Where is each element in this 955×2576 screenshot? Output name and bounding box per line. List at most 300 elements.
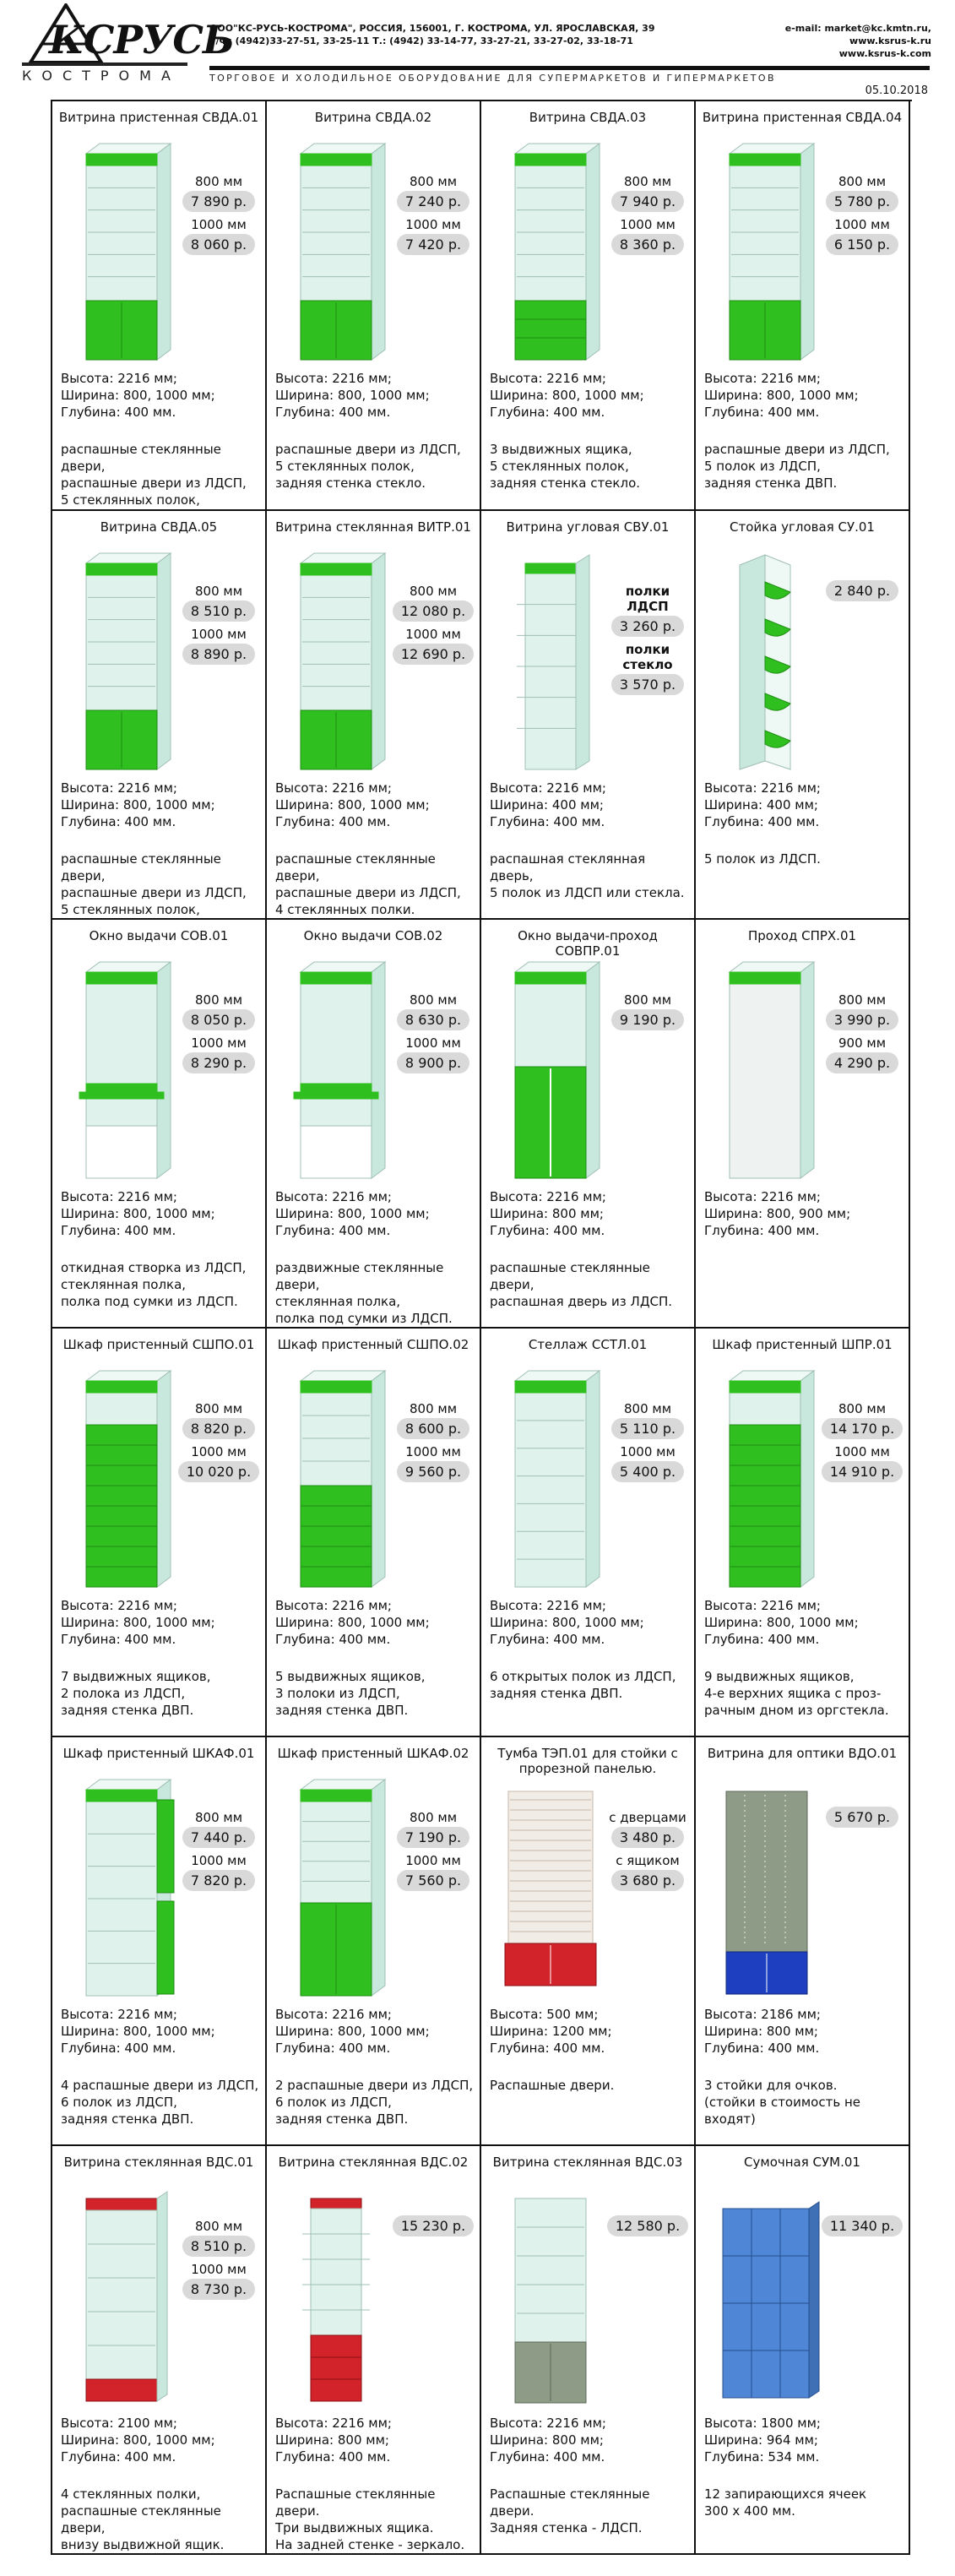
product-card — [52, 511, 267, 920]
price-variant-label: 800 мм — [623, 174, 672, 189]
description-line: Распашные двери. — [490, 2078, 615, 2093]
spec-line: Ширина: 800, 1000 мм; — [61, 388, 215, 403]
page-header — [0, 0, 955, 100]
description-line: задняя стенка ДВП. — [275, 2111, 409, 2127]
product-card — [52, 101, 267, 511]
company-phones: Т/Ф: (4942)33-27-51, 33-25-11 Т.: (4942) 33-14-77, 33-27-21, 33-27-02, 33-18-71 — [209, 35, 633, 46]
description-line: 5 полок из ЛДСП или стекла. — [490, 885, 685, 900]
price-badge: 5 400 р. — [611, 1461, 684, 1482]
description-line: раздвижные стеклянные двери, — [275, 1260, 444, 1292]
price-badge: 8 900 р. — [397, 1052, 469, 1073]
product-card — [481, 2146, 696, 2555]
spec-line: Глубина: 400 мм. — [61, 2449, 176, 2465]
product-illustration — [706, 548, 824, 776]
price-list — [606, 1805, 689, 1891]
product-card — [481, 1329, 696, 1737]
spec-line: Глубина: 400 мм. — [704, 2041, 820, 2056]
price-list — [392, 169, 475, 255]
spec-line: Ширина: 800 мм; — [704, 2024, 818, 2039]
price-badge: 14 910 р. — [822, 1461, 903, 1482]
price-badge: 14 170 р. — [822, 1418, 903, 1439]
price-variant-label: 800 мм — [194, 1401, 243, 1416]
spec-line: Высота: 2216 мм; — [704, 1189, 821, 1204]
product-row — [52, 1329, 912, 1737]
spec-line: Глубина: 400 мм. — [275, 1632, 391, 1647]
website-link-1[interactable]: www.ksrus-k.ru — [849, 35, 931, 46]
description-line: 6 полок из ЛДСП, — [61, 2095, 177, 2110]
spec-line: Ширина: 800 мм; — [490, 1206, 604, 1221]
product-illustration — [706, 1774, 824, 2003]
price-list — [392, 2214, 475, 2236]
price-date: 05.10.2018 — [865, 84, 928, 97]
price-variant-label: 800 мм — [409, 1401, 458, 1416]
product-description — [61, 1668, 260, 1719]
product-illustration — [62, 2183, 181, 2411]
description-line: задняя стенка стекло. — [490, 476, 641, 491]
spec-line: Ширина: 800, 1000 мм; — [490, 388, 644, 403]
product-title: Шкаф пристенный ШКАФ.01 — [62, 1746, 255, 1761]
price-badge: 8 510 р. — [182, 601, 255, 622]
description-line: Задняя стенка - ЛДСП. — [490, 2520, 643, 2535]
spec-line: Высота: 2216 мм; — [704, 780, 821, 796]
price-list — [821, 987, 903, 1073]
price-badge: 7 240 р. — [397, 191, 469, 212]
price-variant-label: 1000 мм — [191, 1853, 247, 1868]
description-line: входят) — [704, 2111, 756, 2127]
description-line: 12 запирающихся ячеек — [704, 2486, 867, 2502]
description-line: распашные двери из ЛДСП, — [704, 442, 890, 457]
product-specs — [275, 780, 430, 830]
price-variant-label: 1000 мм — [191, 217, 247, 232]
product-card — [696, 511, 910, 920]
price-list — [606, 2214, 689, 2236]
product-card — [267, 101, 481, 511]
price-badge: 11 340 р. — [822, 2215, 903, 2236]
product-illustration — [706, 1366, 824, 1594]
product-description — [704, 2486, 903, 2519]
product-title: Стеллаж ССТЛ.01 — [528, 1337, 648, 1352]
description-line: 3 стойки для очков. — [704, 2078, 838, 2093]
description-line: 2 распашные двери из ЛДСП, — [275, 2078, 474, 2093]
product-title: Шкаф пристенный СШПО.02 — [277, 1337, 469, 1352]
price-variant-label: 800 мм — [194, 1810, 243, 1825]
spec-line: Ширина: 800, 1000 мм; — [275, 797, 430, 812]
description-line: 5 стеклянных полок, — [61, 902, 200, 917]
price-variant-label: 1000 мм — [191, 1035, 247, 1051]
spec-line: Глубина: 400 мм. — [61, 2041, 176, 2056]
spec-line: Высота: 2216 мм; — [275, 1189, 392, 1204]
price-variant-label: 1000 мм — [620, 1444, 676, 1459]
description-line: Распашные стеклянные двери. — [490, 2486, 650, 2519]
price-variant-label: 800 мм — [409, 174, 458, 189]
price-list — [606, 987, 689, 1030]
price-list — [177, 987, 260, 1073]
price-badge: 3 570 р. — [611, 674, 684, 695]
description-line: задняя стенка стекло. — [275, 476, 426, 491]
description-line: (стойки в стоимость не — [704, 2095, 860, 2110]
spec-line: Глубина: 400 мм. — [61, 814, 176, 829]
product-title: Витрина стеклянная ВДС.03 — [492, 2155, 683, 2170]
price-badge: 9 190 р. — [611, 1009, 684, 1030]
product-title: Проход СПРХ.01 — [747, 928, 857, 943]
spec-line: Глубина: 400 мм. — [490, 405, 605, 420]
spec-line: Ширина: 964 мм; — [704, 2432, 818, 2448]
price-variant-label: 1000 мм — [834, 1444, 890, 1459]
product-specs — [704, 1597, 859, 1648]
spec-line: Высота: 2216 мм; — [61, 780, 177, 796]
product-card — [267, 2146, 481, 2555]
product-description — [61, 2077, 260, 2128]
product-description — [704, 2077, 903, 2128]
spec-line: Глубина: 400 мм. — [490, 1632, 605, 1647]
product-specs — [61, 370, 215, 421]
price-badge: 7 820 р. — [182, 1870, 255, 1891]
product-title: Стойка угловая СУ.01 — [730, 519, 875, 535]
description-line: 6 полок из ЛДСП, — [275, 2095, 392, 2110]
spec-line: Глубина: 534 мм. — [704, 2449, 820, 2465]
price-badge: 8 600 р. — [397, 1418, 469, 1439]
product-description — [490, 1668, 689, 1702]
description-line: распашные двери из ЛДСП, — [61, 476, 247, 491]
product-illustration — [491, 2183, 610, 2411]
price-badge: 3 480 р. — [611, 1827, 684, 1848]
spec-line: Высота: 2216 мм; — [275, 2007, 392, 2022]
price-variant-label: 800 мм — [409, 1810, 458, 1825]
description-line: 4 стеклянных полки. — [275, 902, 415, 917]
product-title: Тумба ТЭП.01 для стойки с прорезной панелью. — [497, 1746, 678, 1776]
spec-line: Высота: 2216 мм; — [61, 2007, 177, 2022]
spec-line: Ширина: 800, 1000 мм; — [275, 1206, 430, 1221]
product-row — [52, 1737, 912, 2146]
price-badge: 8 730 р. — [182, 2279, 255, 2300]
company-info — [209, 22, 654, 47]
description-line: полка под сумки из ЛДСП. — [275, 1311, 453, 1326]
price-variant-label: 800 мм — [194, 174, 243, 189]
spec-line: Глубина: 400 мм. — [61, 1223, 176, 1238]
spec-line: Глубина: 400 мм. — [490, 2041, 605, 2056]
description-line: 2 полока из ЛДСП, — [61, 1686, 186, 1701]
price-list — [177, 579, 260, 665]
spec-line: Ширина: 800, 1000 мм; — [61, 797, 215, 812]
spec-line: Высота: 2216 мм; — [490, 1189, 606, 1204]
spec-line: Высота: 2216 мм; — [275, 780, 392, 796]
spec-line: Ширина: 800, 1000 мм; — [704, 388, 859, 403]
spec-line: Высота: 2216 мм; — [61, 371, 177, 386]
product-description — [490, 851, 689, 901]
product-specs — [490, 1188, 606, 1239]
product-specs — [704, 2415, 821, 2465]
product-specs — [275, 1188, 430, 1239]
product-specs — [704, 1188, 850, 1239]
price-variant-label: 1000 мм — [405, 1035, 461, 1051]
price-list — [177, 2214, 260, 2300]
price-badge: 12 580 р. — [607, 2215, 688, 2236]
spec-line: Ширина: 800, 1000 мм; — [61, 2024, 215, 2039]
price-list — [821, 1396, 903, 1482]
tagline: ТОРГОВОЕ И ХОЛОДИЛЬНОЕ ОБОРУДОВАНИЕ ДЛЯ СУПЕРМАРКЕТОВ И ГИПЕРМАРКЕТОВ — [209, 73, 776, 84]
product-illustration — [491, 957, 610, 1185]
spec-line: Ширина: 800, 1000 мм; — [490, 1615, 644, 1630]
product-specs — [490, 1597, 644, 1648]
price-badge: 6 150 р. — [826, 234, 898, 255]
product-illustration — [62, 548, 181, 776]
price-variant-label: 1000 мм — [191, 627, 247, 642]
price-variant-label: 800 мм — [194, 992, 243, 1008]
price-badge: 8 290 р. — [182, 1052, 255, 1073]
description-line: стеклянная полка, — [61, 1277, 187, 1292]
price-variant-label: 800 мм — [838, 174, 887, 189]
description-line: 4 стеклянных полки, — [61, 2486, 201, 2502]
price-list — [821, 1805, 903, 1828]
price-variant-label: 1000 мм — [405, 217, 461, 232]
product-description — [704, 1668, 903, 1719]
spec-line: Высота: 2216 мм; — [490, 371, 606, 386]
description-line: распашная стеклянная дверь, — [490, 851, 646, 883]
product-specs — [275, 2006, 430, 2057]
product-title: Шкаф пристенный ШПР.01 — [712, 1337, 893, 1352]
logo-underline — [22, 62, 187, 66]
product-illustration — [706, 139, 824, 367]
product-title: Витрина СВДА.05 — [100, 519, 218, 535]
email-link[interactable]: e-mail: market@kc.kmtn.ru, — [784, 23, 931, 34]
product-description — [490, 2077, 689, 2094]
product-card — [481, 511, 696, 920]
description-line: задняя стенка ДВП. — [704, 476, 838, 491]
product-title: Витрина угловая СВУ.01 — [506, 519, 670, 535]
price-variant-label: 800 мм — [194, 2219, 243, 2234]
product-title: Окно выдачи СОВ.02 — [303, 928, 443, 943]
price-variant-label: с ящиком — [616, 1853, 680, 1868]
description-line: распашные двери из ЛДСП, — [275, 885, 461, 900]
description-line: 5 стеклянных полок, — [490, 459, 629, 474]
description-line: 4 распашные двери из ЛДСП, — [61, 2078, 259, 2093]
description-line: На задней стенке - зеркало. — [275, 2537, 465, 2552]
product-description — [275, 1259, 475, 1327]
price-badge: 12 080 р. — [393, 601, 474, 622]
price-variant-label: 900 мм — [838, 1035, 887, 1051]
description-line: 3 выдвижных ящика, — [490, 442, 632, 457]
product-title: Шкаф пристенный СШПО.01 — [62, 1337, 255, 1352]
description-line: распашные стеклянные двери, — [275, 851, 436, 883]
price-variant-label: 1000 мм — [834, 217, 890, 232]
price-badge: 5 670 р. — [826, 1807, 898, 1828]
spec-line: Глубина: 400 мм. — [275, 405, 391, 420]
product-specs — [61, 2415, 215, 2465]
product-specs — [490, 780, 606, 830]
product-illustration — [277, 2183, 395, 2411]
price-variant-label: 800 мм — [409, 992, 458, 1008]
company-address: ООО"КС-РУСЬ-КОСТРОМА", РОССИЯ, 156001, Г. КОСТРОМА, УЛ. ЯРОСЛАВСКАЯ, 39 — [209, 23, 655, 34]
description-line: 9 выдвижных ящиков, — [704, 1669, 855, 1684]
price-badge: 7 420 р. — [397, 234, 469, 255]
price-variant-label: 1000 мм — [191, 2262, 247, 2277]
description-line: распашная дверь из ЛДСП. — [490, 1294, 673, 1309]
product-specs — [275, 1597, 430, 1648]
product-description — [275, 441, 475, 492]
product-specs — [490, 370, 644, 421]
spec-line: Высота: 2216 мм; — [275, 2416, 392, 2431]
spec-line: Ширина: 800, 1000 мм; — [61, 2432, 215, 2448]
product-illustration — [491, 139, 610, 367]
description-line: 6 открытых полок из ЛДСП, — [490, 1669, 676, 1684]
price-list — [392, 579, 475, 665]
price-variant-label: 800 мм — [838, 992, 887, 1008]
price-variant-label: полки ЛДСП — [625, 584, 670, 614]
price-variant-label: 1000 мм — [405, 1853, 461, 1868]
product-card — [481, 920, 696, 1329]
description-line: 300 х 400 мм. — [704, 2503, 795, 2519]
product-card — [267, 1329, 481, 1737]
price-badge: 5 780 р. — [826, 191, 898, 212]
price-badge: 10 020 р. — [178, 1461, 259, 1482]
description-line: стеклянная полка, — [275, 1294, 401, 1309]
price-variant-label: 800 мм — [194, 584, 243, 599]
product-card — [267, 511, 481, 920]
product-row — [52, 2146, 912, 2555]
product-illustration — [62, 957, 181, 1185]
spec-line: Ширина: 800, 1000 мм; — [275, 2024, 430, 2039]
spec-line: Глубина: 400 мм. — [704, 1632, 820, 1647]
price-variant-label: 800 мм — [623, 992, 672, 1008]
product-title: Витрина стеклянная ВДС.01 — [63, 2155, 254, 2170]
description-line: внизу выдвижной ящик. — [61, 2537, 225, 2552]
product-description — [275, 2486, 475, 2553]
spec-line: Высота: 2216 мм; — [61, 1189, 177, 1204]
description-line: Распашные стеклянные двери. — [275, 2486, 436, 2519]
price-variant-label: 800 мм — [838, 1401, 887, 1416]
logo-city: КОСТРОМА — [22, 68, 181, 84]
product-row — [52, 920, 912, 1329]
product-description — [275, 2077, 475, 2128]
spec-line: Ширина: 800 мм; — [490, 2432, 604, 2448]
product-illustration — [277, 1774, 395, 2003]
product-specs — [490, 2006, 612, 2057]
spec-line: Высота: 2216 мм; — [61, 1598, 177, 1613]
product-card — [696, 1737, 910, 2146]
price-list — [177, 169, 260, 255]
price-variant-label: 1000 мм — [191, 1444, 247, 1459]
description-line — [61, 2553, 260, 2555]
spec-line: Ширина: 800, 1000 мм; — [61, 1206, 215, 1221]
price-badge: 12 690 р. — [393, 644, 474, 665]
spec-line: Ширина: 800 мм; — [275, 2432, 389, 2448]
price-badge: 8 510 р. — [182, 2236, 255, 2257]
product-specs — [704, 2006, 821, 2057]
product-illustration — [62, 1774, 181, 2003]
spec-line: Высота: 2216 мм; — [275, 371, 392, 386]
spec-line: Глубина: 400 мм. — [61, 1632, 176, 1647]
description-line: 7 выдвижных ящиков, — [61, 1669, 211, 1684]
price-variant-label: 1000 мм — [405, 1444, 461, 1459]
product-title: Витрина стеклянная ВИТР.01 — [275, 519, 471, 535]
spec-line: Глубина: 400 мм. — [490, 1223, 605, 1238]
price-list — [392, 987, 475, 1073]
spec-line: Высота: 2216 мм; — [704, 1598, 821, 1613]
spec-line: Глубина: 400 мм. — [275, 1223, 391, 1238]
website-link-2[interactable]: www.ksrus-k.com — [838, 48, 931, 59]
product-title: Сумочная СУМ.01 — [744, 2155, 860, 2170]
description-line: распашные двери из ЛДСП, — [275, 442, 461, 457]
description-line: откидная створка из ЛДСП, — [61, 1260, 247, 1275]
price-list — [821, 2214, 903, 2236]
price-badge: 8 050 р. — [182, 1009, 255, 1030]
price-list — [177, 1396, 260, 1482]
price-badge: 3 260 р. — [611, 616, 684, 637]
product-illustration — [491, 1774, 610, 2003]
product-illustration — [277, 957, 395, 1185]
product-description — [61, 2486, 260, 2555]
spec-line: Ширина: 400 мм; — [490, 797, 604, 812]
header-rule — [209, 66, 930, 70]
price-list — [392, 1805, 475, 1891]
spec-line: Высота: 500 мм; — [490, 2007, 599, 2022]
description-line: распашные стеклянные двери, — [61, 2503, 221, 2535]
description-line: распашные стеклянные двери, — [61, 851, 221, 883]
spec-line: Высота: 2186 мм; — [704, 2007, 821, 2022]
description-line: 5 полок из ЛДСП. — [704, 851, 821, 867]
description-line: 5 полок из ЛДСП, — [704, 459, 821, 474]
product-description — [275, 1668, 475, 1719]
price-badge: 8 890 р. — [182, 644, 255, 665]
price-variant-label: 800 мм — [623, 1401, 672, 1416]
spec-line: Глубина: 400 мм. — [275, 814, 391, 829]
price-list — [606, 579, 689, 695]
spec-line: Высота: 2216 мм; — [490, 1598, 606, 1613]
price-variant-label: полки стекло — [622, 642, 673, 672]
spec-line: Ширина: 400 мм; — [704, 797, 818, 812]
product-description — [704, 851, 903, 867]
price-badge: 7 440 р. — [182, 1827, 255, 1848]
product-illustration — [491, 548, 610, 776]
product-specs — [61, 1597, 215, 1648]
spec-line: Глубина: 400 мм. — [490, 2449, 605, 2465]
product-card — [267, 920, 481, 1329]
product-title: Витрина пристенная СВДА.01 — [58, 110, 259, 125]
product-description — [490, 2486, 689, 2536]
product-card — [696, 920, 910, 1329]
description-line: распашные двери из ЛДСП, — [61, 885, 247, 900]
price-list — [392, 1396, 475, 1482]
product-card — [481, 1737, 696, 2146]
price-badge: 8 060 р. — [182, 234, 255, 255]
product-description — [275, 851, 475, 918]
price-badge: 3 680 р. — [611, 1870, 684, 1891]
spec-line: Глубина: 400 мм. — [275, 2041, 391, 2056]
price-badge: 4 290 р. — [826, 1052, 898, 1073]
product-illustration — [62, 1366, 181, 1594]
product-illustration — [277, 139, 395, 367]
description-line: 5 выдвижных ящиков, — [275, 1669, 426, 1684]
product-description — [61, 851, 260, 920]
product-grid — [51, 100, 912, 2555]
product-specs — [275, 370, 430, 421]
product-title: Окно выдачи СОВ.01 — [89, 928, 229, 943]
price-list — [821, 579, 903, 601]
description-line: полка под сумки из ЛДСП. — [61, 1294, 238, 1309]
description-line: задняя стенка ДВП. — [490, 1686, 623, 1701]
product-specs — [704, 780, 821, 830]
spec-line: Высота: 2100 мм; — [61, 2416, 177, 2431]
price-badge: 8 630 р. — [397, 1009, 469, 1030]
product-card — [696, 1329, 910, 1737]
spec-line: Глубина: 400 мм. — [704, 1223, 820, 1238]
product-illustration — [277, 548, 395, 776]
price-badge: 2 840 р. — [826, 580, 898, 601]
price-variant-label: с дверцами — [609, 1810, 686, 1825]
description-line: задняя стенка ДВП. — [61, 1703, 194, 1718]
product-illustration — [706, 2183, 824, 2411]
spec-line: Ширина: 1200 мм; — [490, 2024, 612, 2039]
